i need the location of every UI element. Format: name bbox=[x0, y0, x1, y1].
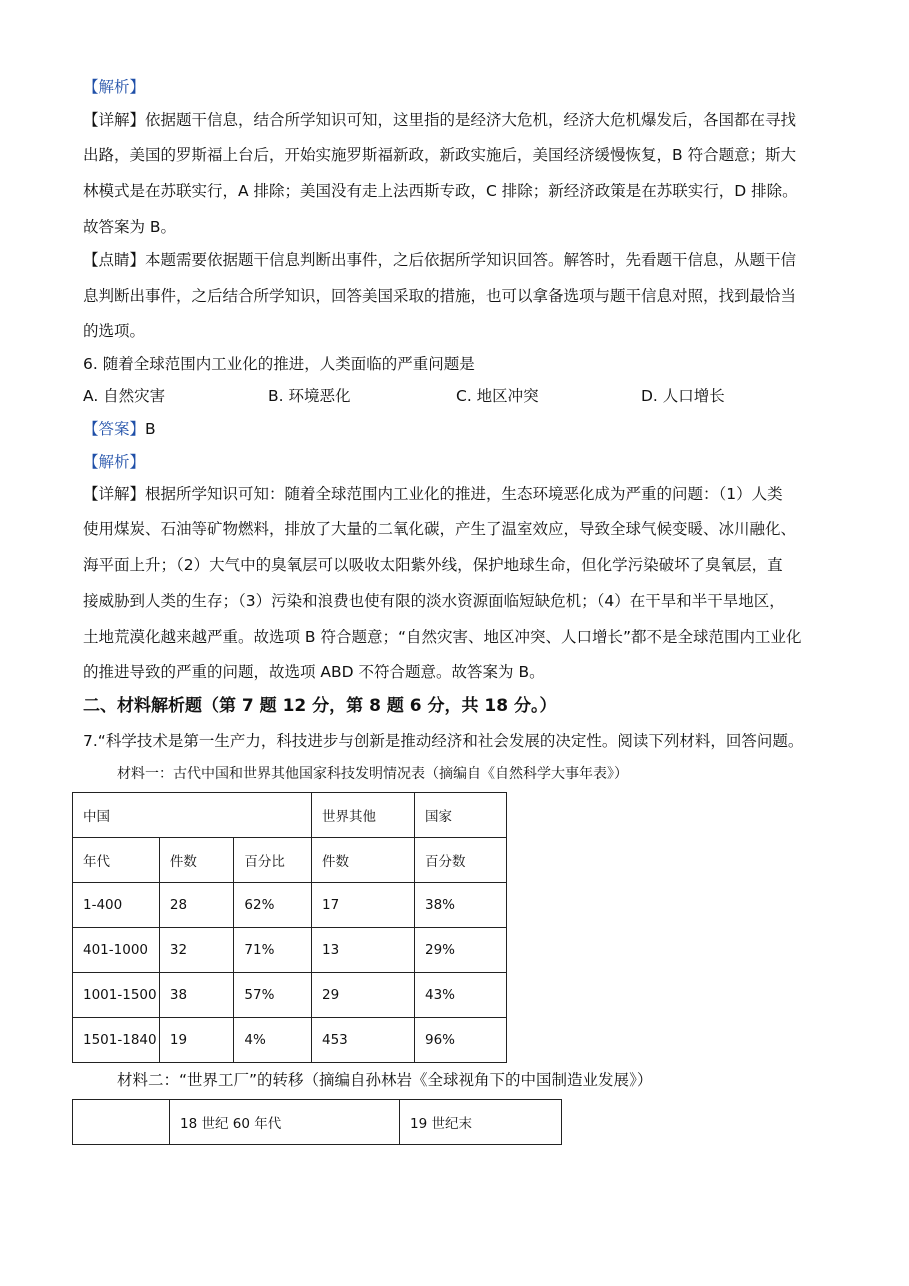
table-cell: 4% bbox=[234, 1018, 312, 1063]
table-cell: 19 bbox=[159, 1018, 233, 1063]
table-cell: 1001-1500 bbox=[73, 973, 160, 1018]
detail-line-2: 出路，美国的罗斯福上台后，开始实施罗斯福新政，新政实施后，美国经济缓慢恢复，B 符合题意；斯大 bbox=[83, 146, 797, 164]
point-text: 本题需要依据题干信息判断出事件，之后依据所学知识回答。解答时，先看题干信息，从题干信 bbox=[145, 251, 797, 269]
point-line-2: 息判断出事件，之后结合所学知识，回答美国采取的措施，也可以拿备选项与题干信息对照，找到最恰当 bbox=[83, 287, 797, 305]
option-a: A. 自然灾害 bbox=[83, 387, 166, 405]
detail-line-4: 故答案为 B。 bbox=[83, 218, 177, 236]
answer-value: B bbox=[145, 420, 156, 438]
detail2-tag: 【详解】 bbox=[83, 485, 146, 503]
table-row bbox=[73, 1100, 562, 1145]
detail2-text: 根据所学知识可知：随着全球范围内工业化的推进，生态环境恶化成为严重的问题：（1）人类 bbox=[145, 485, 783, 503]
table-cell: 38 bbox=[159, 973, 233, 1018]
point-line-1 bbox=[83, 250, 796, 270]
table-cell: 96% bbox=[415, 1018, 507, 1063]
table-cell: 71% bbox=[234, 928, 312, 973]
detail2-line-5: 土地荒漠化越来越严重。故选项 B 符合题意；“自然灾害、地区冲突、人口增长”都不是全球范围内工业化 bbox=[83, 628, 802, 646]
table-cell: 29% bbox=[415, 928, 507, 973]
material-1-caption: 材料一：古代中国和世界其他国家科技发明情况表（摘编自《自然科学大事年表》） bbox=[117, 766, 628, 782]
detail2-line-1 bbox=[83, 484, 783, 504]
detail-line-1 bbox=[83, 110, 796, 130]
option-b: B. 环境恶化 bbox=[268, 387, 351, 405]
point-tag: 【点睛】 bbox=[83, 251, 146, 269]
option-c: C. 地区冲突 bbox=[456, 387, 539, 405]
detail-tag: 【详解】 bbox=[83, 111, 146, 129]
header-china: 中国 bbox=[73, 793, 312, 838]
table-cell: 1-400 bbox=[73, 883, 160, 928]
table-cell: 1501-1840 bbox=[73, 1018, 160, 1063]
table-cell: 453 bbox=[312, 1018, 415, 1063]
table-cell: 18 世纪 60 年代 bbox=[170, 1100, 400, 1145]
point-line-3: 的选项。 bbox=[83, 322, 146, 340]
table-cell bbox=[73, 1100, 170, 1145]
subheader-cell: 年代 bbox=[73, 838, 160, 883]
detail2-line-2: 使用煤炭、石油等矿物燃料，排放了大量的二氧化碳，产生了温室效应，导致全球气候变暖、冰川融化、 bbox=[83, 520, 797, 538]
world-factory-table bbox=[72, 1099, 562, 1145]
table-cell: 19 世纪末 bbox=[400, 1100, 562, 1145]
table-header-row bbox=[73, 793, 507, 838]
subheader-cell: 百分比 bbox=[234, 838, 312, 883]
answer-tag: 【答案】 bbox=[83, 420, 146, 438]
material-2-caption: 材料二：“世界工厂”的转移（摘编自孙林岩《全球视角下的中国制造业发展》） bbox=[117, 1071, 653, 1089]
option-d: D. 人口增长 bbox=[641, 387, 725, 405]
table-cell: 43% bbox=[415, 973, 507, 1018]
subheader-cell: 百分数 bbox=[415, 838, 507, 883]
detail2-line-3: 海平面上升；（2）大气中的臭氧层可以吸收太阳紫外线，保护地球生命，但化学污染破坏了臭氧层，直 bbox=[83, 556, 783, 574]
table-row bbox=[73, 883, 507, 928]
table-subheader-row bbox=[73, 838, 507, 883]
table-cell: 401-1000 bbox=[73, 928, 160, 973]
subheader-cell: 件数 bbox=[312, 838, 415, 883]
table-row bbox=[73, 1018, 507, 1063]
invention-table bbox=[72, 792, 507, 1063]
table-cell: 29 bbox=[312, 973, 415, 1018]
table-row bbox=[73, 973, 507, 1018]
header-country: 国家 bbox=[415, 793, 507, 838]
analysis-heading-2: 【解析】 bbox=[83, 453, 146, 471]
table-cell: 57% bbox=[234, 973, 312, 1018]
table-cell: 17 bbox=[312, 883, 415, 928]
detail-line-3: 林模式是在苏联实行，A 排除；美国没有走上法西斯专政，C 排除；新经济政策是在苏联实行，D 排除。 bbox=[83, 182, 798, 200]
detail2-line-6: 的推进导致的严重的问题，故选项 ABD 不符合题意。故答案为 B。 bbox=[83, 663, 545, 681]
table-cell: 32 bbox=[159, 928, 233, 973]
detail-text: 依据题干信息，结合所学知识可知，这里指的是经济大危机，经济大危机爆发后，各国都在寻找 bbox=[145, 111, 797, 129]
question-6: 6. 随着全球范围内工业化的推进，人类面临的严重问题是 bbox=[83, 355, 475, 373]
table-cell: 62% bbox=[234, 883, 312, 928]
question-7: 7.“科学技术是第一生产力，科技进步与创新是推动经济和社会发展的决定性。阅读下列材料，回答问题。 bbox=[83, 732, 804, 750]
subheader-cell: 件数 bbox=[159, 838, 233, 883]
table-row bbox=[73, 928, 507, 973]
table-cell: 38% bbox=[415, 883, 507, 928]
analysis-heading: 【解析】 bbox=[83, 78, 146, 96]
answer-line bbox=[83, 419, 156, 439]
header-world-other: 世界其他 bbox=[312, 793, 415, 838]
table-cell: 28 bbox=[159, 883, 233, 928]
table-cell: 13 bbox=[312, 928, 415, 973]
detail2-line-4: 接威胁到人类的生存；（3）污染和浪费也使有限的淡水资源面临短缺危机；（4）在干旱和半干旱地区， bbox=[83, 592, 785, 610]
section-2-title: 二、材料解析题（第 7 题 12 分，第 8 题 6 分，共 18 分。） bbox=[83, 696, 557, 716]
